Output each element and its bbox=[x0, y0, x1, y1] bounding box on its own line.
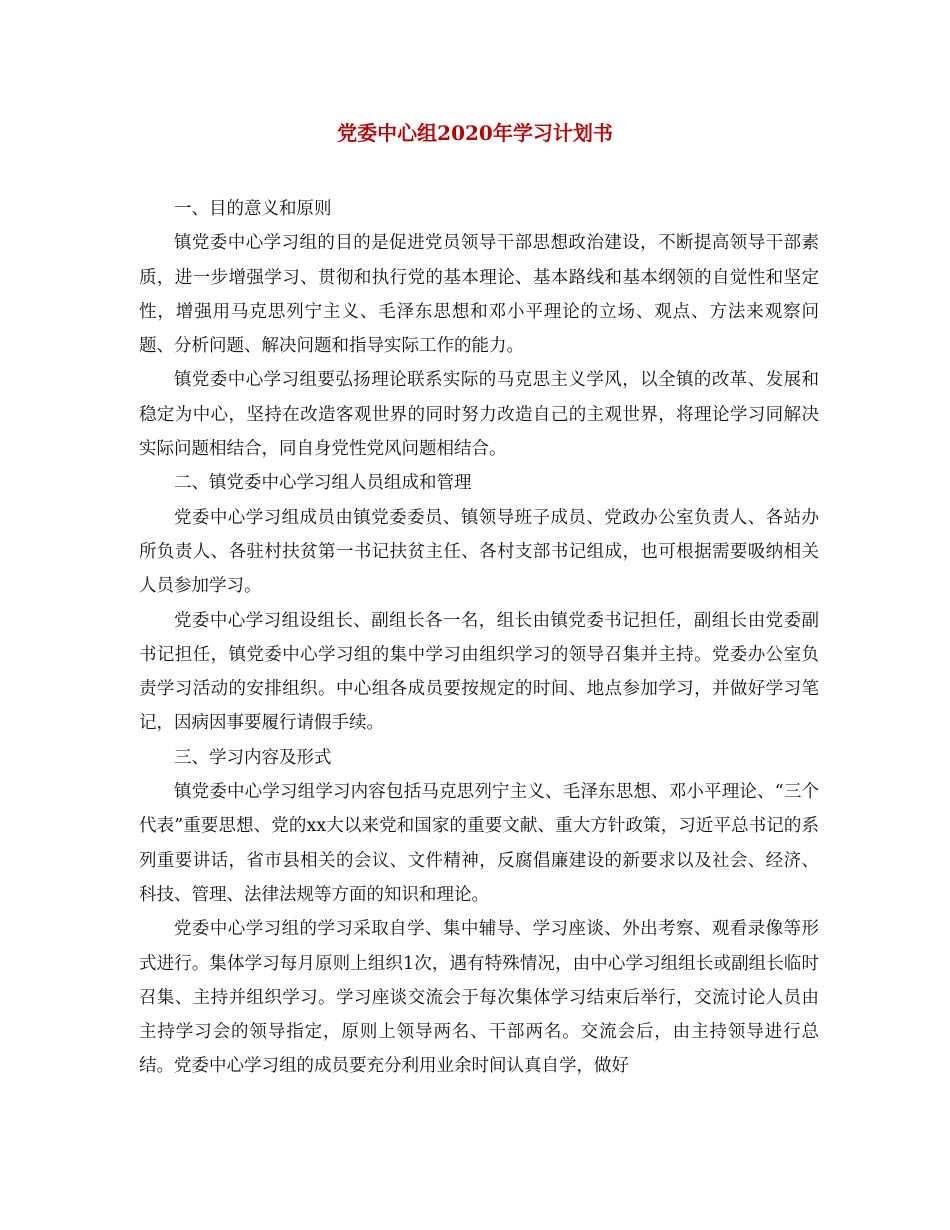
paragraph: 镇党委中心学习组学习内容包括马克思列宁主义、毛泽东思想、邓小平理论、“三个代表”重要思想、党的xx大以来党和国家的重要文献、重大方针政策，习近平总书记的系列重要讲话，省市县相关的会议、文件精神，反腐倡廉建设的新要求以及社会、经济、科技、管理、法律法规等方面的知识和理论。 bbox=[139, 782, 819, 905]
section-heading: 二、镇党委中心学习组人员组成和管理 bbox=[174, 473, 472, 494]
section-heading: 一、目的意义和原则 bbox=[174, 199, 332, 219]
paragraph: 镇党委中心学习组的目的是促进党员领导干部思想政治建设，不断提高领导干部素质，进一步增强学习、贯彻和执行党的基本理论、基本路线和基本纲领的自觉性和坚定性，增强用马克思列宁主义、毛泽东思想和邓小平理论的立场、观点、方法来观察问题、分析问题、解决问题和指导实际工作的能力。 bbox=[139, 233, 819, 357]
document-body bbox=[139, 192, 819, 1084]
paragraph: 党委中心学习组的学习采取自学、集中辅导、学习座谈、外出考察、观看录像等形式进行。集体学习每月原则上组织1次，遇有特殊情况，由中心学习组组长或副组长临时召集、主持并组织学习。学习座谈交流会于每次集体学习结束后举行，交流讨论人员由主持学习会的领导指定，原则上领导两名、干部两名。交流会后，由主持领导进行总结。党委中心学习组的成员要充分利用业余时间认真自学，做好 bbox=[139, 919, 819, 1077]
paragraph: 党委中心学习组设组长、副组长各一名，组长由镇党委书记担任，副组长由党委副书记担任，镇党委中心学习组的集中学习由组织学习的领导召集并主持。党委办公室负责学习活动的安排组织。中心组各成员要按规定的时间、地点参加学习，并做好学习笔记，因病因事要履行请假手续。 bbox=[139, 610, 819, 734]
paragraph: 镇党委中心学习组要弘扬理论联系实际的马克思主义学风，以全镇的改革、发展和稳定为中心，坚持在改造客观世界的同时努力改造自己的主观世界，将理论学习同解决实际问题相结合，同自身党性党风问题相结合。 bbox=[139, 370, 819, 460]
document-title: 党委中心组2020年学习计划书 bbox=[337, 121, 613, 145]
paragraph: 党委中心学习组成员由镇党委委员、镇领导班子成员、党政办公室负责人、各站办所负责人、各驻村扶贫第一书记扶贫主任、各村支部书记组成，也可根据需要吸纳相关人员参加学习。 bbox=[139, 507, 819, 597]
section-heading: 三、学习内容及形式 bbox=[174, 747, 332, 768]
